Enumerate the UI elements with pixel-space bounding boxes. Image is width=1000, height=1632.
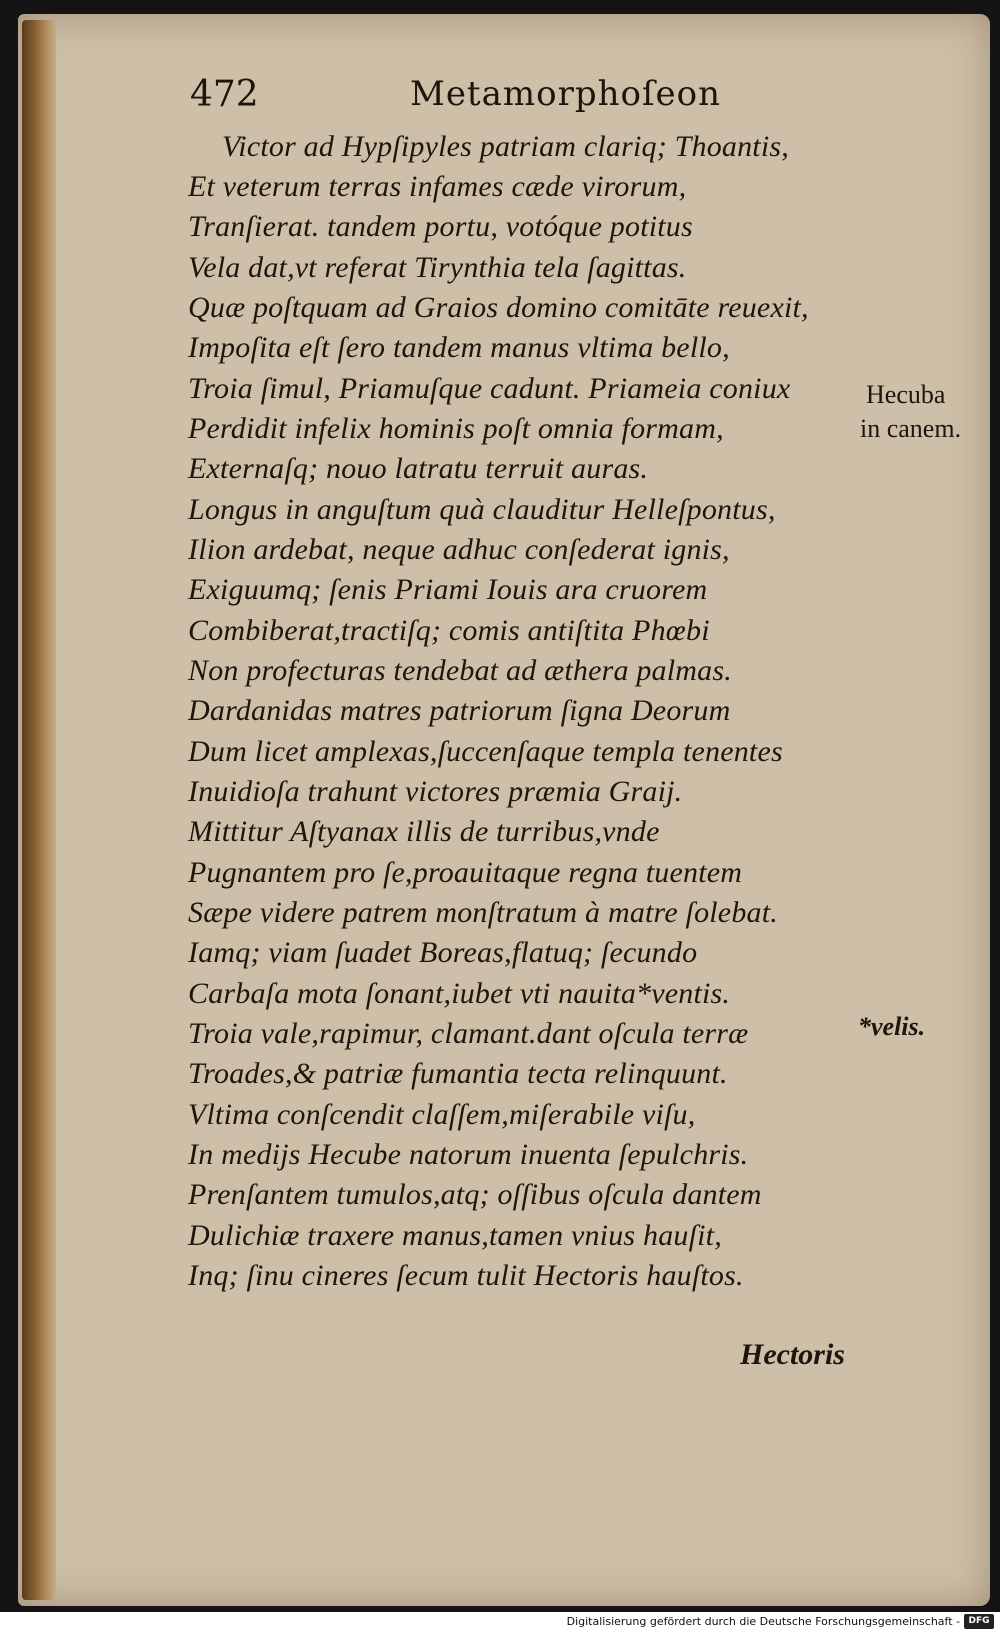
verse-line: Carbaſa mota ſonant,iubet vti nauita*ventis. (188, 977, 731, 1010)
verse-line: In medijs Hecube natorum inuenta ſepulchris. (188, 1138, 749, 1171)
verse-line: Longus in anguſtum quà clauditur Helleſpontus, (188, 493, 776, 526)
verse-line: Mittitur Aſtyanax illis de turribus,vnde (188, 815, 660, 848)
footer-credit: Digitalisierung gefördert durch die Deutsche Forschungsgemeinschaft - (566, 1615, 960, 1628)
verse-line: Troades,& patriæ fumantia tecta relinquunt. (188, 1057, 728, 1090)
verse-line: Vela dat,vt referat Tirynthia tela ſagittas. (188, 251, 687, 284)
verse-line: Externaſq; nouo latratu terruit auras. (188, 452, 649, 485)
verse-line: Exiguumq; ſenis Priami Iouis ara cruorem (188, 573, 708, 606)
page-header (0, 74, 1000, 124)
verse-line: Ilion ardebat, neque adhuc conſederat ignis, (188, 533, 730, 566)
page-gutter-edge (22, 20, 56, 1600)
verse-line: Iamq; viam ſuadet Boreas,flatuq; ſecundo (188, 936, 698, 969)
dfg-logo-icon: DFG (964, 1614, 994, 1629)
verse-line: Vltima conſcendit claſſem,miſerabile viſu, (188, 1098, 696, 1131)
verse-line: Dum licet amplexas,ſuccenſaque templa tenentes (188, 735, 783, 768)
verse-line: Perdidit infelix hominis poſt omnia formam, (188, 412, 724, 445)
verse-line: Et veterum terras infames cæde virorum, (188, 170, 687, 203)
verse-line: Non profecturas tendebat ad æthera palmas. (188, 654, 732, 687)
verse-line: Sæpe videre patrem monſtratum à matre ſolebat. (188, 896, 778, 929)
verse-line: Dulichiæ traxere manus,tamen vnius hauſit, (188, 1219, 722, 1252)
verse-line: Troia vale,rapimur, clamant.dant oſcula terræ (188, 1017, 749, 1050)
margin-note-hecuba: Hecuba (866, 380, 946, 409)
verse-line: Impoſita eſt ſero tandem manus vltima bello, (188, 331, 730, 364)
verse-line: Troia ſimul, Priamuſque cadunt. Priameia coniux (188, 372, 791, 405)
verse-line: Prenſantem tumulos,atq; oſſibus oſcula dantem (188, 1178, 762, 1211)
running-title: Metamorphoſeon (410, 74, 722, 114)
verse-line: Tranſierat. tandem portu, votóque potitus (188, 210, 693, 243)
verse-line: Combiberat,tractiſq; comis antiſtita Phœbi (188, 614, 710, 647)
margin-note-in-canem: in canem. (860, 414, 962, 443)
verse-line: Quæ poſtquam ad Graios domino comitāte reuexit, (188, 291, 809, 324)
verse-line: Inq; ſinu cineres ſecum tulit Hectoris hauſtos. (188, 1259, 744, 1292)
verse-line: Dardanidas matres patriorum ſigna Deorum (188, 694, 731, 727)
digitization-footer (0, 1612, 1000, 1632)
verse-line: Inuidioſa trahunt victores præmia Graij. (188, 775, 683, 808)
page-number: 472 (190, 74, 259, 115)
catchword: Hectoris (740, 1338, 845, 1371)
verse-line: Victor ad Hypſipyles patriam clariq; Thoantis, (222, 130, 789, 163)
margin-note-velis: *velis. (858, 1012, 926, 1041)
verse-line: Pugnantem pro ſe,proauitaque regna tuentem (188, 856, 743, 889)
